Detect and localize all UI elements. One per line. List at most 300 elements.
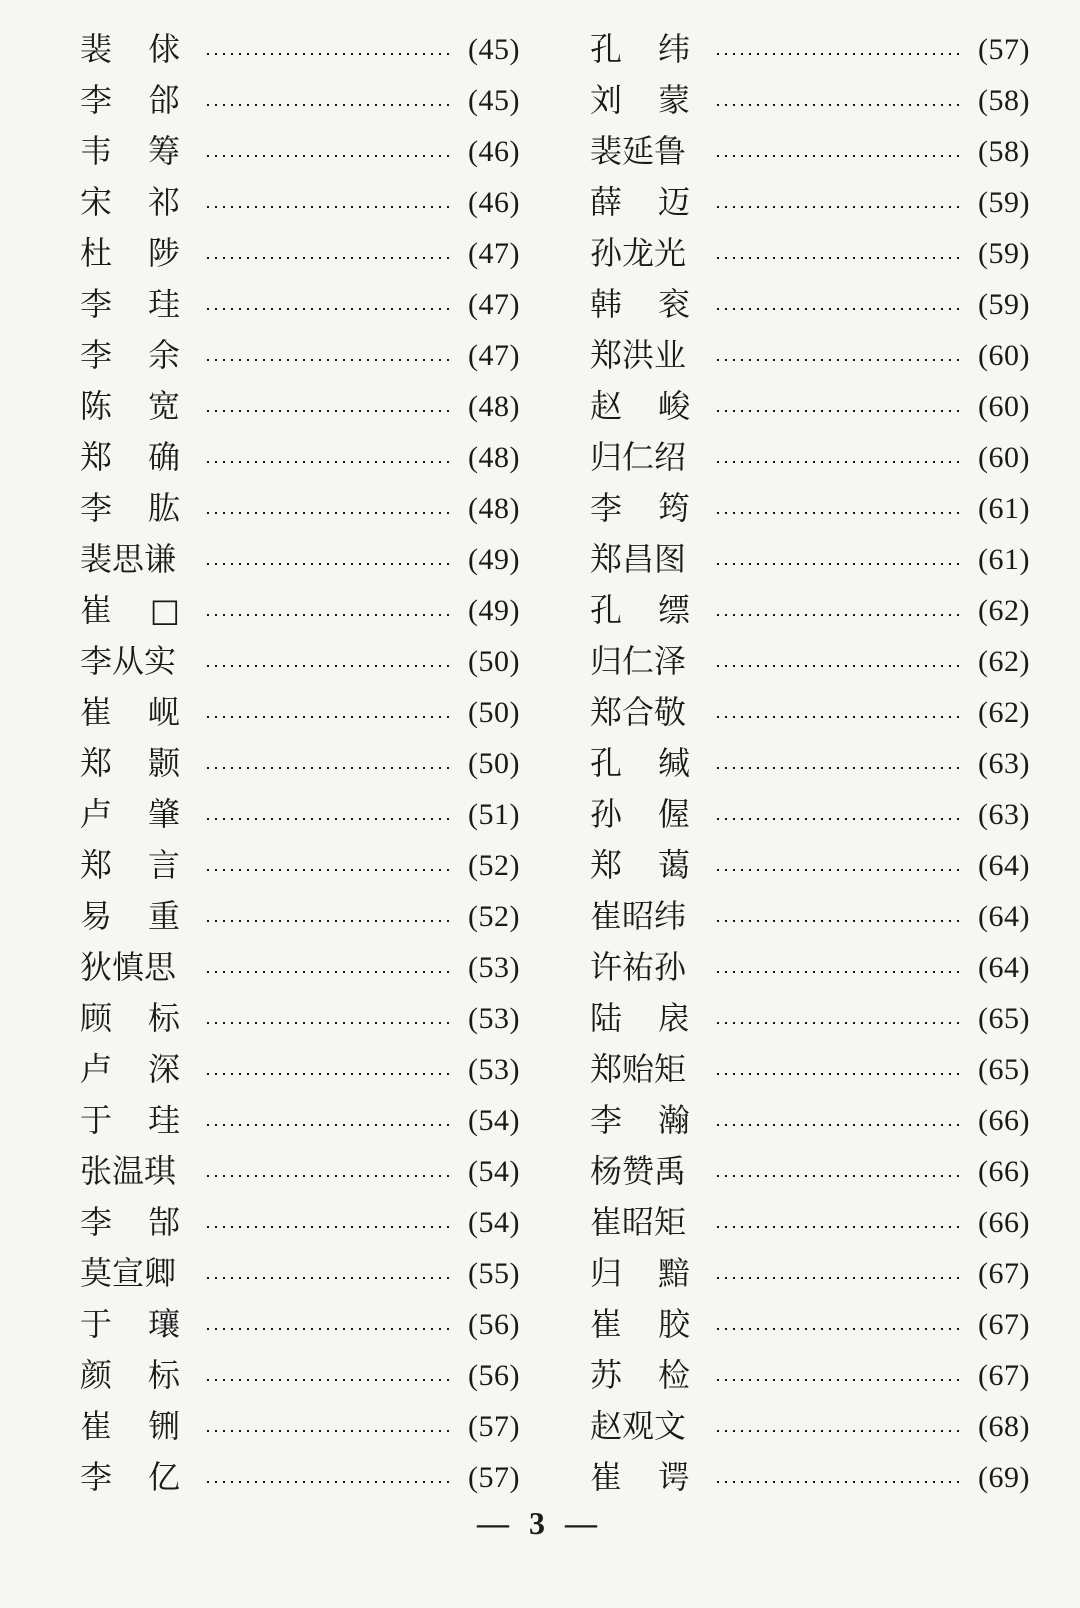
- entry-name-part: 裴: [80, 30, 113, 68]
- entry-page-number: (61): [978, 543, 1030, 576]
- entry-page-number: (57): [468, 1461, 520, 1494]
- dot-leader: [714, 716, 964, 718]
- entry-name: [590, 1146, 690, 1197]
- right-index-column: [590, 24, 1030, 1503]
- index-entry: [590, 483, 1030, 534]
- entry-name-part: 标: [147, 999, 180, 1037]
- dot-leader: [204, 512, 454, 514]
- entry-name: [590, 534, 690, 585]
- dot-leader: [204, 257, 454, 259]
- index-entry: [80, 687, 520, 738]
- entry-name-part: 崔: [80, 591, 113, 629]
- index-entry: [590, 24, 1030, 75]
- entry-page-number: (46): [468, 135, 520, 168]
- entry-name-part: 珪: [147, 285, 180, 323]
- entry-page-number: (49): [468, 594, 520, 627]
- entry-name-part: 崔: [80, 693, 113, 731]
- entry-name-part: 裴延鲁: [590, 132, 687, 170]
- index-entry: [590, 1197, 1030, 1248]
- entry-name: [80, 687, 180, 738]
- entry-page-number: (62): [978, 696, 1030, 729]
- index-entry: [80, 1095, 520, 1146]
- entry-page-number: (52): [468, 849, 520, 882]
- entry-name: [80, 1044, 180, 1095]
- dot-leader: [714, 1073, 964, 1075]
- index-entry: [80, 534, 520, 585]
- dot-leader: [204, 971, 454, 973]
- dot-leader: [714, 1277, 964, 1279]
- entry-name-part: 重: [147, 897, 180, 935]
- entry-name-part: 峻: [657, 387, 690, 425]
- entry-name-part: 郜: [147, 1203, 180, 1241]
- dot-leader: [714, 563, 964, 565]
- entry-name: [80, 840, 180, 891]
- entry-name: [80, 993, 180, 1044]
- index-entry: [590, 1248, 1030, 1299]
- dot-leader: [714, 53, 964, 55]
- dot-leader: [714, 1430, 964, 1432]
- entry-name-part: 宋: [80, 183, 113, 221]
- entry-page-number: (59): [978, 186, 1030, 219]
- entry-name-part: 许祐孙: [590, 948, 687, 986]
- entry-name-part: 祁: [147, 183, 180, 221]
- dot-leader: [204, 359, 454, 361]
- entry-page-number: (58): [978, 135, 1030, 168]
- entry-name-part: 缄: [657, 744, 690, 782]
- entry-name: [80, 1401, 180, 1452]
- entry-name: [80, 1248, 180, 1299]
- dot-leader: [714, 461, 964, 463]
- index-entry: [80, 993, 520, 1044]
- dot-leader: [714, 920, 964, 922]
- entry-name-part: 郑: [80, 438, 113, 476]
- entry-name: [80, 1146, 180, 1197]
- dot-leader: [714, 1124, 964, 1126]
- dot-leader: [714, 1481, 964, 1483]
- entry-name-part: 肇: [147, 795, 180, 833]
- entry-name: [80, 381, 180, 432]
- entry-page-number: (45): [468, 84, 520, 117]
- entry-name-part: 深: [147, 1050, 180, 1088]
- entry-name-part: 胶: [657, 1305, 690, 1343]
- entry-page-number: (56): [468, 1359, 520, 1392]
- entry-name: [590, 1095, 690, 1146]
- index-entry: [590, 585, 1030, 636]
- entry-name: [590, 585, 690, 636]
- entry-name: [590, 24, 690, 75]
- entry-name-part: 归仁泽: [590, 642, 687, 680]
- index-entry: [80, 228, 520, 279]
- entry-name: [590, 1350, 690, 1401]
- index-entry: [590, 636, 1030, 687]
- entry-page-number: (50): [468, 696, 520, 729]
- entry-page-number: (53): [468, 951, 520, 984]
- entry-name-part: 狄慎思: [80, 948, 177, 986]
- entry-name-part: 颢: [147, 744, 180, 782]
- index-entry: [590, 330, 1030, 381]
- dot-leader: [714, 1226, 964, 1228]
- index-entry: [80, 1197, 520, 1248]
- index-entry: [80, 177, 520, 228]
- entry-name: [80, 1350, 180, 1401]
- entry-name-part: 孔: [590, 591, 623, 629]
- dot-leader: [204, 1328, 454, 1330]
- entry-name-part: 铏: [147, 1407, 180, 1445]
- index-entry: [80, 1452, 520, 1503]
- entry-page-number: (57): [978, 33, 1030, 66]
- index-entry: [80, 840, 520, 891]
- entry-name: [590, 840, 690, 891]
- index-entry: [80, 1350, 520, 1401]
- entry-name-part: 偓: [657, 795, 690, 833]
- entry-name-part: 崔: [80, 1407, 113, 1445]
- entry-page-number: (48): [468, 390, 520, 423]
- entry-name: [80, 891, 180, 942]
- entry-name-part: 余: [147, 336, 180, 374]
- dot-leader: [204, 1481, 454, 1483]
- index-entry: [80, 1248, 520, 1299]
- entry-page-number: (66): [978, 1206, 1030, 1239]
- entry-page-number: (47): [468, 237, 520, 270]
- entry-name-part: 黯: [657, 1254, 690, 1292]
- entry-page-number: (62): [978, 645, 1030, 678]
- entry-page-number: (54): [468, 1104, 520, 1137]
- entry-page-number: (64): [978, 951, 1030, 984]
- dot-leader: [204, 920, 454, 922]
- entry-name-part: 于: [80, 1305, 113, 1343]
- entry-name-part: 莫宣卿: [80, 1254, 177, 1292]
- dot-leader: [204, 1226, 454, 1228]
- entry-name: [590, 330, 690, 381]
- entry-page-number: (48): [468, 492, 520, 525]
- entry-name: [80, 1197, 180, 1248]
- entry-name-part: 郑洪业: [590, 336, 687, 374]
- entry-name: [80, 279, 180, 330]
- entry-name-part: 衮: [657, 285, 690, 323]
- entry-name-part: 韦: [80, 132, 113, 170]
- index-entry: [80, 891, 520, 942]
- entry-name: [80, 1452, 180, 1503]
- entry-name: [80, 126, 180, 177]
- entry-name-part: 岘: [147, 693, 180, 731]
- dot-leader: [714, 869, 964, 871]
- dot-leader: [204, 104, 454, 106]
- dot-leader: [204, 461, 454, 463]
- index-entry: [590, 1146, 1030, 1197]
- dot-leader: [204, 1430, 454, 1432]
- entry-page-number: (54): [468, 1206, 520, 1239]
- dot-leader: [714, 665, 964, 667]
- index-entry: [590, 789, 1030, 840]
- entry-name-part: 谔: [657, 1458, 690, 1496]
- entry-name-part: 卢: [80, 795, 113, 833]
- entry-name: [590, 228, 690, 279]
- entry-name-part: 崔: [590, 1305, 623, 1343]
- entry-name-part: 李: [590, 1101, 623, 1139]
- index-entry: [590, 738, 1030, 789]
- entry-page-number: (60): [978, 390, 1030, 423]
- dot-leader: [714, 257, 964, 259]
- entry-name-part: 归仁绍: [590, 438, 687, 476]
- index-entry: [80, 585, 520, 636]
- dot-leader: [714, 104, 964, 106]
- entry-name-part: 杨赞禹: [590, 1152, 687, 1190]
- entry-name-part: 颜: [80, 1356, 113, 1394]
- dot-leader: [714, 1022, 964, 1024]
- entry-name-part: 扆: [657, 999, 690, 1037]
- entry-name-part: 确: [147, 438, 180, 476]
- entry-name-part: 李: [590, 489, 623, 527]
- index-entry: [80, 330, 520, 381]
- index-entry: [590, 126, 1030, 177]
- entry-name: [80, 636, 180, 687]
- dot-leader: [714, 614, 964, 616]
- dot-leader: [204, 869, 454, 871]
- entry-name: [80, 177, 180, 228]
- entry-name: [590, 687, 690, 738]
- entry-name-part: 李: [80, 285, 113, 323]
- entry-name: [80, 483, 180, 534]
- entry-name-part: 蔼: [657, 846, 690, 884]
- entry-name: [80, 738, 180, 789]
- dot-leader: [714, 1175, 964, 1177]
- entry-page-number: (53): [468, 1053, 520, 1086]
- entry-name: [590, 636, 690, 687]
- index-entry: [590, 1095, 1030, 1146]
- entry-name-part: 薛: [590, 183, 623, 221]
- entry-page-number: (45): [468, 33, 520, 66]
- entry-name: [590, 1299, 690, 1350]
- entry-page-number: (65): [978, 1002, 1030, 1035]
- entry-name: [80, 432, 180, 483]
- dot-leader: [204, 614, 454, 616]
- entry-page-number: (66): [978, 1104, 1030, 1137]
- entry-name-part: 崔昭纬: [590, 897, 687, 935]
- index-entry: [590, 1044, 1030, 1095]
- entry-name: [590, 1401, 690, 1452]
- entry-name: [590, 75, 690, 126]
- entry-name-part: 迈: [657, 183, 690, 221]
- dot-leader: [204, 1277, 454, 1279]
- index-entry: [590, 228, 1030, 279]
- index-entry: [590, 942, 1030, 993]
- entry-name-part: 赵观文: [590, 1407, 687, 1445]
- entry-name: [80, 1299, 180, 1350]
- entry-name-part: 孔: [590, 744, 623, 782]
- index-entry: [80, 24, 520, 75]
- entry-name-part: 赵: [590, 387, 623, 425]
- entry-page-number: (53): [468, 1002, 520, 1035]
- entry-name: [590, 993, 690, 1044]
- index-entry: [80, 483, 520, 534]
- dot-leader: [714, 512, 964, 514]
- entry-name: [590, 1044, 690, 1095]
- entry-name-part: 郑贻矩: [590, 1050, 687, 1088]
- entry-page-number: (66): [978, 1155, 1030, 1188]
- index-entry: [590, 1299, 1030, 1350]
- entry-page-number: (46): [468, 186, 520, 219]
- dot-leader: [714, 410, 964, 412]
- dot-leader: [714, 971, 964, 973]
- entry-page-number: (59): [978, 288, 1030, 321]
- index-entry: [590, 993, 1030, 1044]
- entry-name-part: 瀚: [657, 1101, 690, 1139]
- index-entry: [80, 789, 520, 840]
- dot-leader: [204, 767, 454, 769]
- entry-name: [80, 585, 180, 636]
- entry-name: [80, 75, 180, 126]
- entry-name-part: 归: [590, 1254, 623, 1292]
- entry-name: [590, 789, 690, 840]
- index-entry: [590, 534, 1030, 585]
- index-entry: [80, 1299, 520, 1350]
- entry-page-number: (49): [468, 543, 520, 576]
- entry-name-part: 筠: [657, 489, 690, 527]
- index-entry: [590, 432, 1030, 483]
- entry-page-number: (61): [978, 492, 1030, 525]
- dot-leader: [714, 308, 964, 310]
- entry-page-number: (58): [978, 84, 1030, 117]
- index-entry: [80, 1146, 520, 1197]
- entry-name-part: 陈: [80, 387, 113, 425]
- entry-name-part: 郑合敬: [590, 693, 687, 731]
- entry-name: [80, 330, 180, 381]
- dot-leader: [204, 1022, 454, 1024]
- dot-leader: [714, 767, 964, 769]
- entry-name-part: 郑: [590, 846, 623, 884]
- entry-name-part: 孔: [590, 30, 623, 68]
- entry-page-number: (52): [468, 900, 520, 933]
- entry-name-part: 于: [80, 1101, 113, 1139]
- entry-page-number: (63): [978, 798, 1030, 831]
- entry-name: [590, 126, 690, 177]
- entry-name: [80, 228, 180, 279]
- dot-leader: [204, 206, 454, 208]
- entry-page-number: (47): [468, 288, 520, 321]
- entry-name-part: 李: [80, 489, 113, 527]
- dot-leader: [204, 1124, 454, 1126]
- entry-name: [590, 942, 690, 993]
- left-index-column: [80, 24, 520, 1503]
- dot-leader: [204, 155, 454, 157]
- entry-name-part: 崔昭矩: [590, 1203, 687, 1241]
- entry-page-number: (62): [978, 594, 1030, 627]
- entry-name-part: 张温琪: [80, 1152, 177, 1190]
- entry-page-number: (56): [468, 1308, 520, 1341]
- entry-name: [590, 279, 690, 330]
- entry-name: [590, 1248, 690, 1299]
- dot-leader: [204, 818, 454, 820]
- entry-name: [80, 942, 180, 993]
- entry-name-part: 陟: [147, 234, 180, 272]
- entry-name-part: 标: [147, 1356, 180, 1394]
- entry-name-part: 珪: [147, 1101, 180, 1139]
- entry-page-number: (48): [468, 441, 520, 474]
- index-entry: [80, 942, 520, 993]
- index-entry: [80, 1401, 520, 1452]
- entry-name-part: 检: [657, 1356, 690, 1394]
- index-entry: [590, 840, 1030, 891]
- entry-page-number: (69): [978, 1461, 1030, 1494]
- entry-name-part: 易: [80, 897, 113, 935]
- index-entry: [590, 687, 1030, 738]
- entry-page-number: (63): [978, 747, 1030, 780]
- entry-name-part: 杜: [80, 234, 113, 272]
- entry-name-part: 瓖: [147, 1305, 180, 1343]
- entry-name-part: 卢: [80, 1050, 113, 1088]
- dot-leader: [204, 716, 454, 718]
- dot-leader: [204, 563, 454, 565]
- entry-name-part: 宽: [147, 387, 180, 425]
- index-entry: [80, 279, 520, 330]
- index-entry: [80, 381, 520, 432]
- entry-page-number: (51): [468, 798, 520, 831]
- entry-page-number: (67): [978, 1308, 1030, 1341]
- entry-name-part: 肱: [147, 489, 180, 527]
- dot-leader: [714, 155, 964, 157]
- entry-name-part: 崔: [590, 1458, 623, 1496]
- entry-name-part: 亿: [147, 1458, 180, 1496]
- index-entry: [590, 891, 1030, 942]
- index-entry: [80, 126, 520, 177]
- entry-name-part: 李: [80, 1203, 113, 1241]
- entry-page-number: (65): [978, 1053, 1030, 1086]
- dot-leader: [204, 1073, 454, 1075]
- entry-page-number: (64): [978, 900, 1030, 933]
- dot-leader: [714, 1379, 964, 1381]
- dot-leader: [204, 665, 454, 667]
- entry-page-number: (55): [468, 1257, 520, 1290]
- entry-page-number: (67): [978, 1359, 1030, 1392]
- entry-page-number: (60): [978, 441, 1030, 474]
- entry-page-number: (50): [468, 747, 520, 780]
- entry-name-part: 俅: [147, 30, 180, 68]
- entry-name-part: 郑: [80, 744, 113, 782]
- entry-name-part: 言: [147, 846, 180, 884]
- entry-page-number: (67): [978, 1257, 1030, 1290]
- dot-leader: [204, 1379, 454, 1381]
- entry-name: [590, 177, 690, 228]
- entry-page-number: (68): [978, 1410, 1030, 1443]
- index-entry: [80, 1044, 520, 1095]
- entry-name-part: 李: [80, 81, 113, 119]
- entry-name-part: 孙龙光: [590, 234, 687, 272]
- entry-page-number: (60): [978, 339, 1030, 372]
- entry-name: [80, 789, 180, 840]
- entry-page-number: (59): [978, 237, 1030, 270]
- entry-name: [590, 432, 690, 483]
- entry-page-number: (57): [468, 1410, 520, 1443]
- entry-page-number: (54): [468, 1155, 520, 1188]
- entry-name: [590, 483, 690, 534]
- entry-name-part: 纬: [657, 30, 690, 68]
- entry-name-part: 蒙: [657, 81, 690, 119]
- index-entry: [590, 1452, 1030, 1503]
- entry-name-part: 郑昌图: [590, 540, 687, 578]
- index-entry: [590, 1401, 1030, 1452]
- entry-name-part: 缥: [657, 591, 690, 629]
- entry-name-part: 孙: [590, 795, 623, 833]
- entry-page-number: (50): [468, 645, 520, 678]
- index-entry: [80, 738, 520, 789]
- index-entry: [80, 432, 520, 483]
- index-entry: [590, 177, 1030, 228]
- entry-name-part: 郑: [80, 846, 113, 884]
- dot-leader: [204, 410, 454, 412]
- index-entry: [590, 381, 1030, 432]
- entry-page-number: (47): [468, 339, 520, 372]
- entry-name: [80, 1095, 180, 1146]
